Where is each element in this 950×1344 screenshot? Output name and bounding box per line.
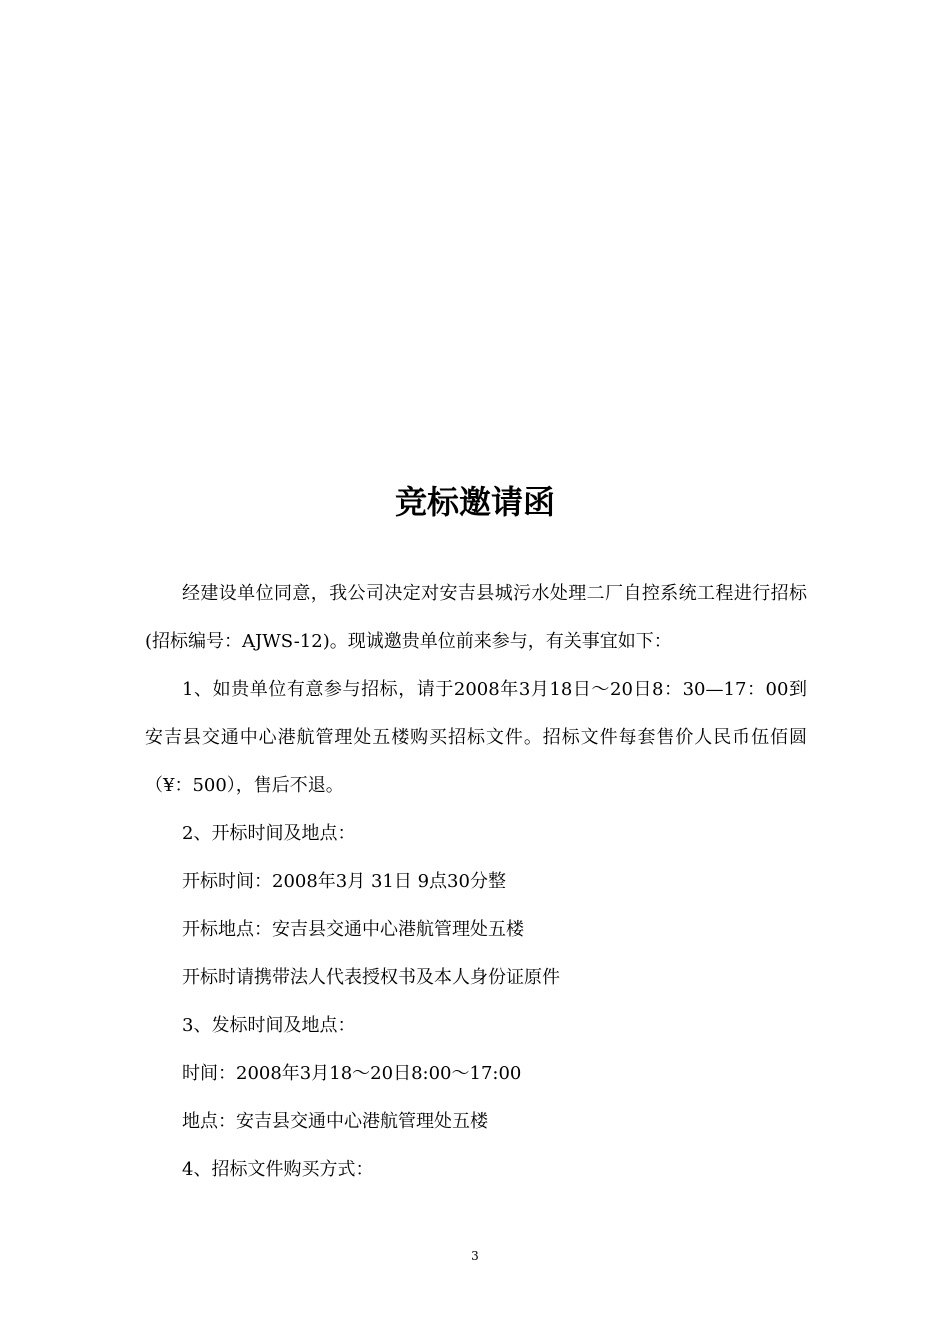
issue-location-line: 地点：安吉县交通中心港航管理处五楼 [182,1111,488,1132]
page-number: 3 [471,1249,479,1263]
opening-time-line: 开标时间：2008年3月 31日 9点30分整 [182,871,506,892]
opening-location-line: 开标地点：安吉县交通中心港航管理处五楼 [182,919,524,940]
item-1-paragraph: 1、如贵单位有意参与招标，请于2008年3月18日～20日8：30—17：00到安吉县交通中心港航管理处五楼购买招标文件。招标文件每套售价人民币伍佰圆（¥：500），售后不退。 [145,679,807,796]
opening-requirements-line: 开标时请携带法人代表授权书及本人身份证原件 [182,967,560,988]
item-3-heading: 3、发标时间及地点： [182,1015,356,1036]
document-body [145,570,807,1194]
item-2-heading: 2、开标时间及地点： [182,823,356,844]
intro-paragraph: 经建设单位同意，我公司决定对安吉县城污水处理二厂自控系统工程进行招标(招标编号：AJWS-12)。现诚邀贵单位前来参与，有关事宜如下： [145,583,807,652]
document-title: 竞标邀请函 [394,483,555,521]
item-4-heading: 4、招标文件购买方式： [182,1159,374,1180]
issue-time-line: 时间：2008年3月18～20日8:00～17:00 [182,1063,522,1084]
